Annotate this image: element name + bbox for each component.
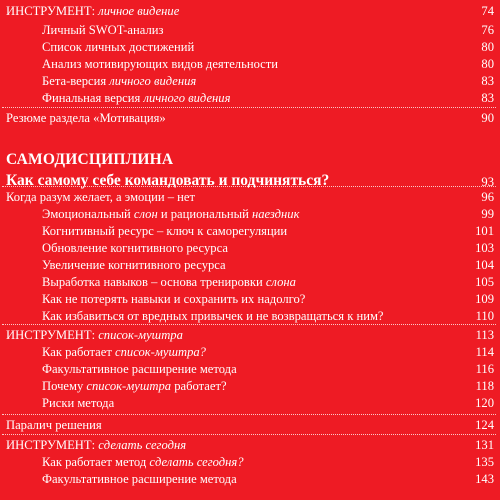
page-number: 105 [475,275,494,289]
text-segment: Как избавиться от вредных привычек и не возвращаться к ним? [42,309,384,323]
page-number: 83 [481,91,494,105]
toc-entry-title [6,110,166,127]
toc-entry-title [42,344,206,361]
toc-subentry [0,378,500,395]
page-number: 90 [481,111,494,125]
toc-entry-title [42,240,228,257]
page-number: 120 [475,396,494,410]
italic-term: слона [265,275,296,289]
text-segment: и рациональный [157,207,252,221]
dotted-divider [2,414,496,415]
text-segment: Как не потерять навыки и сохранить их надолго? [42,292,306,306]
section-subtitle-page: 93 [481,175,494,189]
text-segment: Список личных достижений [42,40,195,54]
toc-subentry [0,39,500,56]
page-number: 116 [475,362,494,376]
toc-entry-title [42,223,287,240]
page-number: 99 [481,207,494,221]
italic-term: слон [133,207,158,221]
toc-entry-title [42,257,226,274]
toc-subentry [0,90,500,107]
text-segment: Факультативное расширение метода [42,472,237,486]
page-number: 80 [481,40,494,54]
dotted-divider [2,434,496,435]
toc-entry [0,417,500,434]
italic-term: личного видения [143,91,231,105]
text-segment: Личный SWOT-анализ [42,23,164,37]
text-segment: Факультативное расширение метода [42,362,237,376]
toc-entry-title [42,90,230,107]
text-segment: Выработка навыков – основа тренировки [42,275,266,289]
toc-entry-title [42,308,384,325]
italic-term: личное видение [98,4,180,18]
page-number: 143 [475,472,494,486]
toc-entry-title [42,291,305,308]
text-segment: ИНСТРУМЕНТ: [6,328,99,342]
toc-subentry [0,206,500,223]
text-segment: Эмоциональный [42,207,134,221]
page-number: 96 [481,190,494,204]
page-number: 76 [481,23,494,37]
text-segment: ИНСТРУМЕНТ: [6,438,99,452]
dotted-divider [2,107,496,108]
toc-subentry [0,471,500,488]
page-number: 114 [475,345,494,359]
text-segment: Обновление когнитивного ресурса [42,241,228,255]
page-number: 103 [475,241,494,255]
toc-entry-title [6,3,179,20]
toc-subentry [0,73,500,90]
italic-term: сделать сегодня? [149,455,244,469]
toc-subentry [0,361,500,378]
text-segment: Паралич решения [6,418,102,432]
toc-entry-title [6,189,195,206]
toc-entry-title [42,454,244,471]
italic-term: сделать сегодня [98,438,187,452]
toc-entry-title [42,206,300,223]
page-number: 118 [475,379,494,393]
page-number: 101 [475,224,494,238]
text-segment: Когнитивный ресурс – ключ к саморегуляции [42,224,288,238]
text-segment: Бета-версия [42,74,110,88]
toc-subentry [0,274,500,291]
page-number: 131 [475,438,494,452]
toc-entry-title [6,437,186,454]
text-segment: работает? [171,379,227,393]
text-segment: Резюме раздела «Мотивация» [6,111,166,125]
page-number: 135 [475,455,494,469]
text-segment: Финальная версия [42,91,144,105]
page-number: 109 [475,292,494,306]
toc-entry-title [42,378,227,395]
toc-entry-title [42,395,114,412]
toc-entry [0,3,500,20]
toc-entry [0,327,500,344]
toc-subentry [0,223,500,240]
page-number: 113 [475,328,494,342]
page-number: 110 [475,309,494,323]
toc-entry-title [6,327,183,344]
page-number: 80 [481,57,494,71]
toc-entry [0,437,500,454]
text-segment: Когда разум желает, а эмоции – нет [6,190,195,204]
text-segment: Как работает [42,345,116,359]
toc-subentry [0,344,500,361]
toc-subentry [0,291,500,308]
toc-subentry [0,56,500,73]
toc-entry-title [42,22,163,39]
text-segment: Почему [42,379,87,393]
toc-entry-title [6,417,102,434]
toc-entry [0,110,500,127]
text-segment: Как работает метод [42,455,150,469]
dotted-divider [2,186,496,187]
italic-term: наездник [251,207,300,221]
page-number: 104 [475,258,494,272]
page-number: 83 [481,74,494,88]
toc-subentry [0,257,500,274]
section-title: САМОДИСЦИПЛИНА [6,151,174,168]
toc-subentry [0,454,500,471]
text-segment: Риски метода [42,396,115,410]
toc-subentry [0,395,500,412]
italic-term: список-муштра [86,379,172,393]
toc-entry-title [42,39,194,56]
page-number: 124 [475,418,494,432]
italic-term: список-муштра? [115,345,206,359]
section-subtitle: Как самому себе командовать и подчиняться? [6,172,330,189]
dotted-divider [2,324,496,325]
text-segment: ИНСТРУМЕНТ: [6,4,99,18]
toc-entry-title [42,471,237,488]
italic-term: личного видения [109,74,197,88]
toc-entry [0,189,500,206]
toc-entry-title [42,56,278,73]
text-segment: Анализ мотивирующих видов деятельности [42,57,279,71]
toc-entry-title [42,73,196,90]
page-number: 74 [481,4,494,18]
toc-subentry [0,308,500,325]
toc-subentry [0,240,500,257]
text-segment: Увеличение когнитивного ресурса [42,258,226,272]
toc-entry-title [42,274,296,291]
toc-entry-title [42,361,237,378]
toc-subentry [0,22,500,39]
italic-term: список-муштра [98,328,183,342]
